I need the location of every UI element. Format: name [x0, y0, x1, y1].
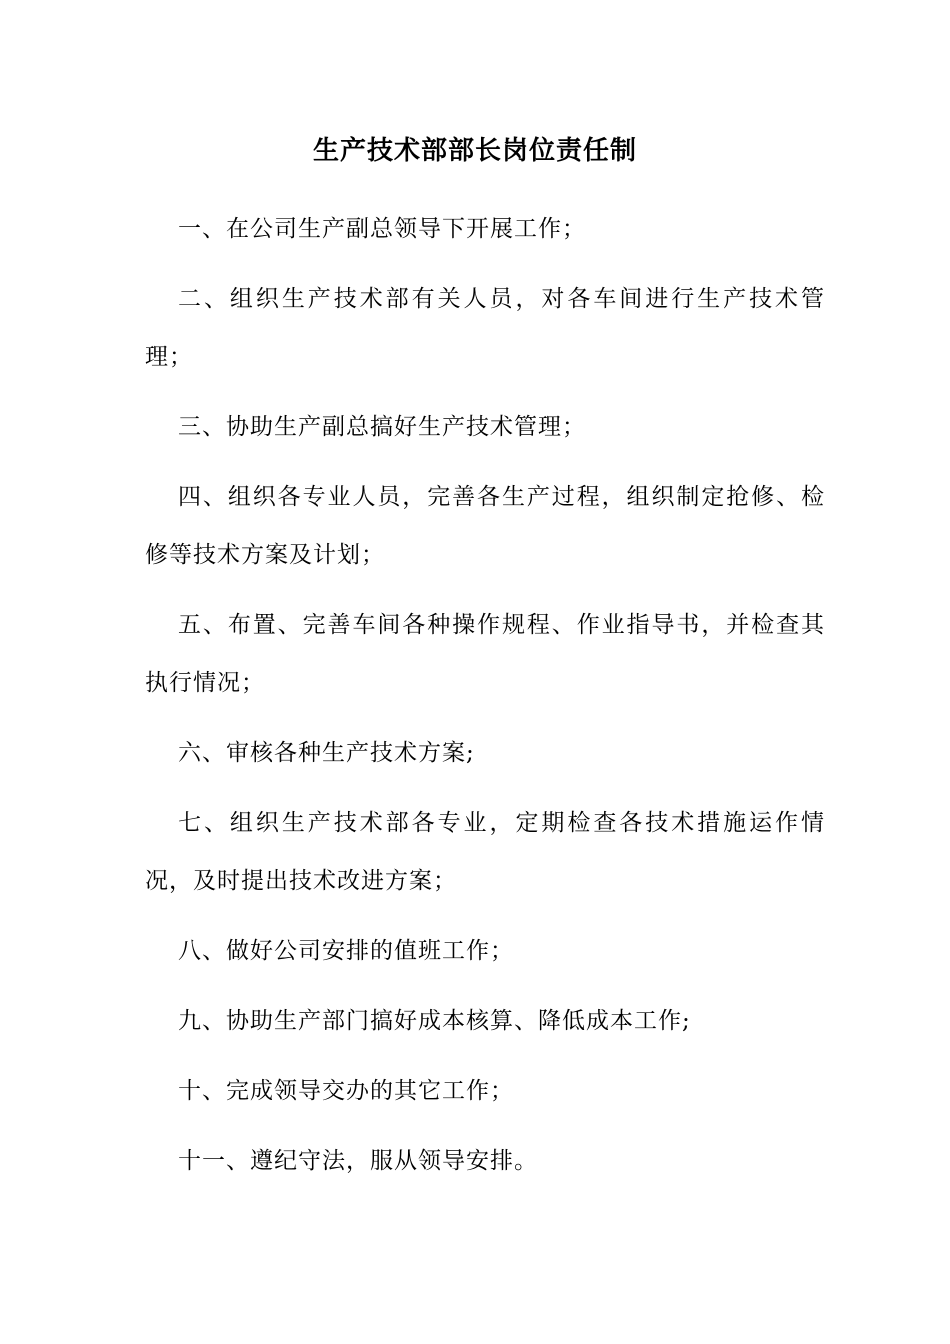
list-item: 三、协助生产副总搞好生产技术管理； — [178, 414, 586, 440]
list-item: 二、组织生产技术部有关人员，对各车间进行生产技术管理； — [145, 286, 825, 370]
list-item: 十一、遵纪守法，服从领导安排。 — [178, 1148, 538, 1174]
list-item: 一、在公司生产副总领导下开展工作； — [178, 216, 586, 242]
list-item: 五、布置、完善车间各种操作规程、作业指导书，并检查其执行情况； — [145, 612, 825, 696]
list-item: 七、组织生产技术部各专业，定期检查各技术措施运作情况，及时提出技术改进方案； — [145, 810, 825, 894]
responsibility-list — [145, 200, 825, 1202]
list-item: 十、完成领导交办的其它工作； — [178, 1078, 514, 1104]
list-item: 八、做好公司安排的值班工作； — [178, 938, 514, 964]
list-item: 九、协助生产部门搞好成本核算、降低成本工作; — [178, 1008, 691, 1034]
list-item: 六、审核各种生产技术方案; — [178, 740, 475, 766]
list-item: 四、组织各专业人员，完善各生产过程，组织制定抢修、检修等技术方案及计划； — [145, 484, 825, 568]
page-title: 生产技术部部长岗位责任制 — [312, 136, 637, 166]
